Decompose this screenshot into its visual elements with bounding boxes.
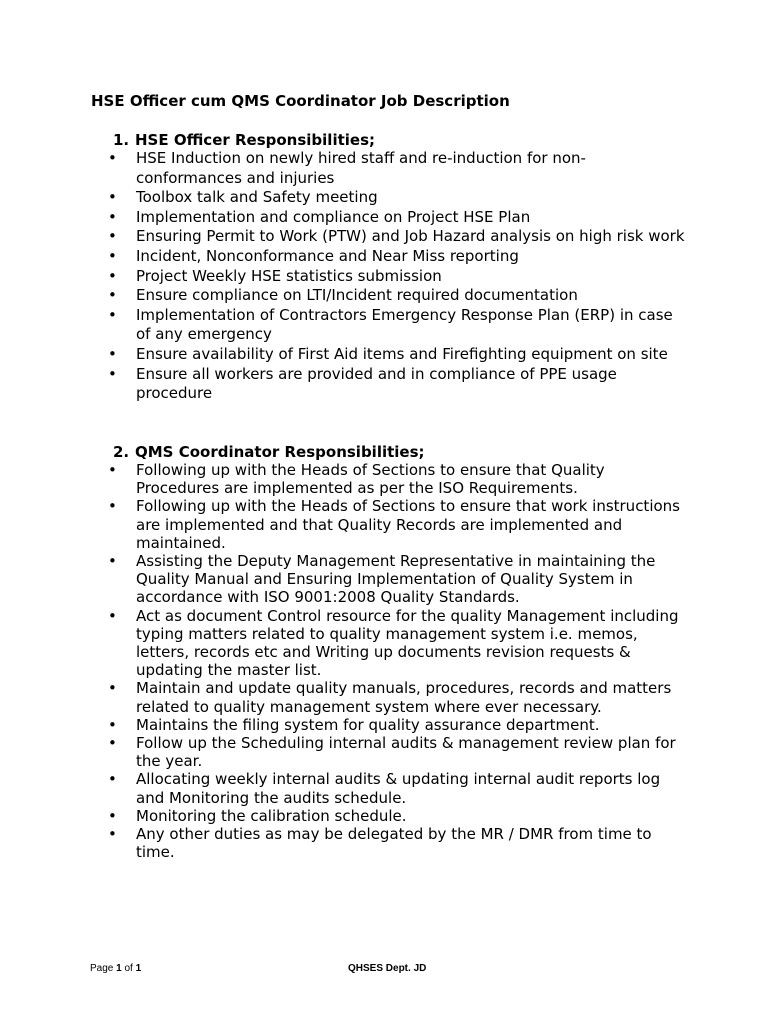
- list-item-text: Assisting the Deputy Management Representative in maintaining the Quality Manual and Ensuring Implementation of Quality System in accordance with ISO 9001:2008 Quality Standards.: [136, 552, 656, 607]
- list-item: [108, 716, 688, 734]
- list-item-text: Ensure all workers are provided and in compliance of PPE usage procedure: [136, 364, 617, 403]
- bullet-icon: •: [108, 715, 117, 734]
- bullet-icon: •: [108, 461, 117, 479]
- section-heading: [113, 131, 375, 149]
- list-item-text: Toolbox talk and Safety meeting: [136, 188, 378, 207]
- bullet-icon: •: [108, 286, 117, 305]
- list-item-text: Monitoring the calibration schedule.: [136, 806, 407, 825]
- page-total: 1: [135, 963, 142, 974]
- section-title: HSE Officer Responsibilities;: [135, 131, 376, 149]
- bullet-icon: •: [108, 305, 117, 324]
- list-item: [108, 807, 688, 825]
- list-item-text: Implementation and compliance on Project HSE Plan: [136, 207, 531, 226]
- list-item-text: Follow up the Scheduling internal audits & management review plan for the year.: [136, 734, 676, 771]
- list-item-text: Ensure availability of First Aid items and Firefighting equipment on site: [136, 344, 668, 363]
- list-item: [108, 286, 688, 306]
- bullet-icon: •: [108, 606, 117, 625]
- list-item: [108, 461, 688, 497]
- bullet-icon: •: [108, 364, 117, 383]
- page-label: Page: [90, 963, 114, 974]
- section-number: 2.: [113, 443, 130, 461]
- list-item: [108, 607, 688, 680]
- bullet-icon: •: [108, 806, 117, 825]
- list-item: [108, 227, 688, 247]
- list-item: [108, 552, 688, 607]
- list-item: [108, 247, 688, 267]
- document-title: HSE Officer cum QMS Coordinator Job Description: [91, 92, 510, 110]
- page-of-label: of: [124, 963, 133, 974]
- bullet-icon: •: [108, 246, 117, 265]
- list-item-text: Following up with the Heads of Sections to ensure that work instructions are implemented and that Quality Records are implemented and maintained.: [136, 497, 680, 552]
- list-item: [108, 345, 688, 365]
- bullet-icon: •: [108, 344, 117, 363]
- bullet-icon: •: [108, 149, 117, 167]
- bullet-icon: •: [108, 497, 117, 516]
- list-item: [108, 770, 688, 806]
- list-item: [108, 497, 688, 552]
- list-item-text: Any other duties as may be delegated by the MR / DMR from time to time.: [136, 825, 652, 862]
- dept-label: QHSES Dept. JD: [348, 963, 427, 974]
- list-item: [108, 267, 688, 287]
- bullet-icon: •: [108, 734, 117, 753]
- list-item-text: Ensuring Permit to Work (PTW) and Job Hazard analysis on high risk work: [136, 227, 685, 246]
- list-item: [108, 306, 688, 345]
- list-item: [108, 208, 688, 228]
- bullet-icon: •: [108, 825, 117, 844]
- page-current: 1: [116, 963, 122, 974]
- list-item: [108, 188, 688, 208]
- list-item: [108, 365, 688, 404]
- section-heading: [113, 443, 425, 461]
- page-number: [90, 962, 141, 976]
- list-item-text: Implementation of Contractors Emergency Response Plan (ERP) in case of any emergency: [136, 305, 673, 344]
- bullet-icon: •: [108, 207, 117, 226]
- list-item: [108, 149, 688, 188]
- bullet-icon: •: [108, 770, 117, 789]
- section-number: 1.: [113, 131, 130, 149]
- list-item-text: Project Weekly HSE statistics submission: [136, 266, 442, 285]
- section-title: QMS Coordinator Responsibilities;: [135, 443, 425, 461]
- bullet-list: [108, 461, 688, 861]
- bullet-icon: •: [108, 552, 117, 571]
- bullet-icon: •: [108, 266, 117, 285]
- list-item: [108, 825, 688, 861]
- list-item-text: Maintain and update quality manuals, procedures, records and matters related to quality management system where ever necessary.: [136, 679, 672, 716]
- list-item-text: Ensure compliance on LTI/Incident required documentation: [136, 286, 578, 305]
- bullet-icon: •: [108, 188, 117, 207]
- footer-dept-label: [348, 962, 426, 976]
- list-item-text: Maintains the filing system for quality assurance department.: [136, 715, 600, 734]
- list-item-text: Allocating weekly internal audits & updating internal audit reports log and Monitoring the audits schedule.: [136, 770, 661, 807]
- bullet-list: [108, 149, 688, 404]
- list-item: [108, 734, 688, 770]
- bullet-icon: •: [108, 679, 117, 698]
- list-item-text: HSE Induction on newly hired staff and re-induction for non-conformances and injuries: [136, 149, 586, 187]
- list-item-text: Act as document Control resource for the quality Management including typing matters related to quality management system i.e. memos, letters, records etc and Writing up documents revision requests & updating the master list.: [136, 606, 679, 680]
- list-item: [108, 679, 688, 715]
- bullet-icon: •: [108, 227, 117, 246]
- list-item-text: Following up with the Heads of Sections to ensure that Quality Procedures are implemented as per the ISO Requirements.: [136, 461, 605, 498]
- list-item-text: Incident, Nonconformance and Near Miss reporting: [136, 246, 519, 265]
